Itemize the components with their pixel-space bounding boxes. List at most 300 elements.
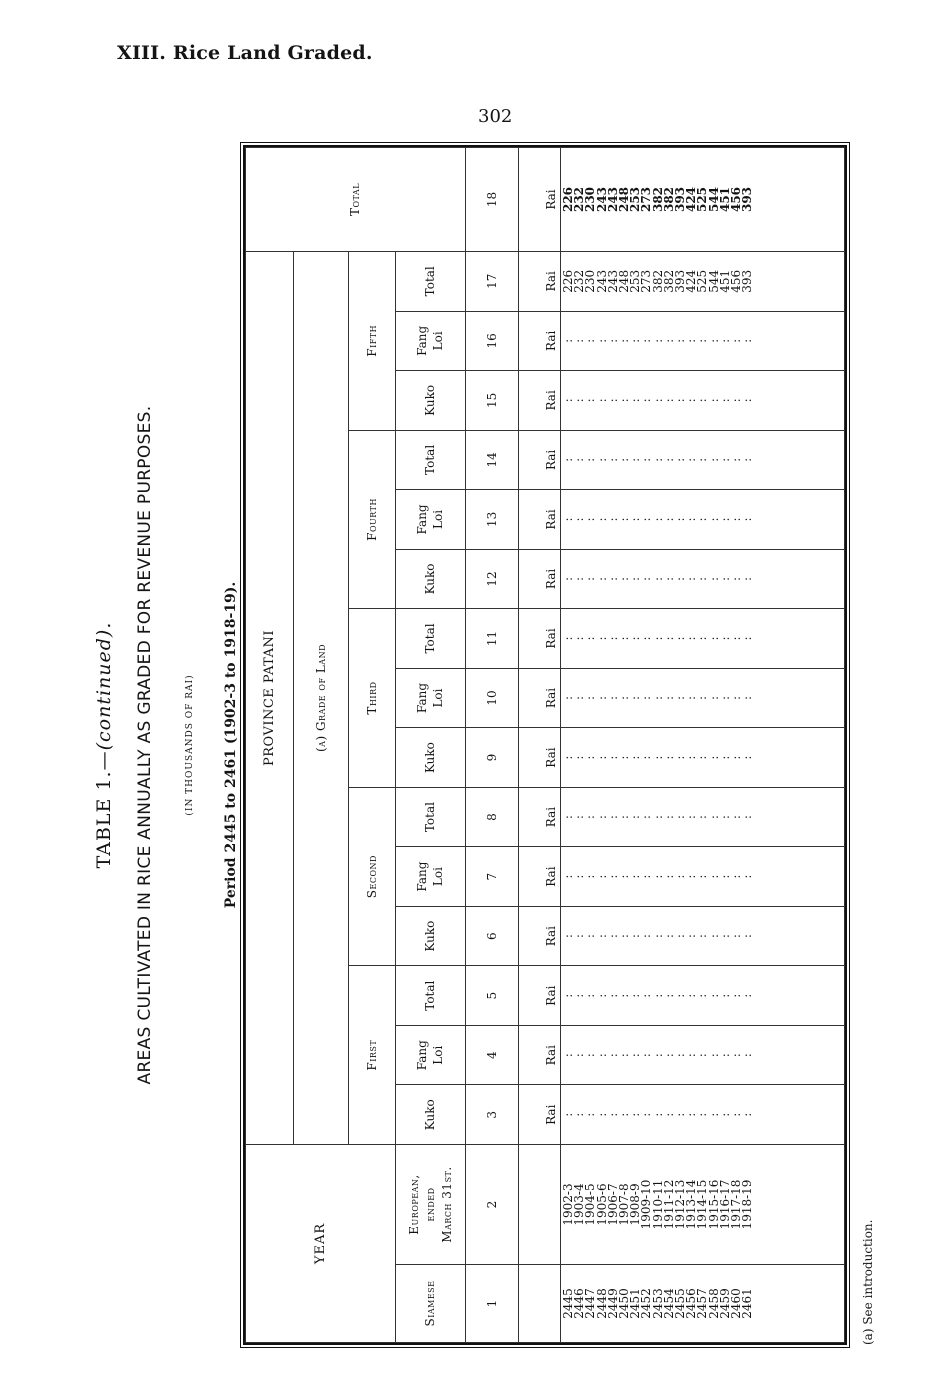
table-cell: :: [583, 1053, 598, 1058]
table-cell: :: [572, 815, 587, 820]
unit-label: Rai: [519, 1085, 561, 1145]
table-cell: :: [572, 338, 587, 343]
unit-label: Rai: [519, 728, 561, 788]
table-cell: 2454: [661, 1288, 676, 1319]
sub-kuko: Kuko: [396, 371, 465, 431]
table-cell: :: [583, 993, 598, 998]
table-cell: 1917-18: [729, 1179, 743, 1230]
table-cell: :: [594, 576, 609, 581]
grade-fifth: Fifth: [348, 252, 396, 431]
table-cell: :: [695, 993, 710, 998]
table-cell: :: [605, 934, 620, 939]
table-cell: 1913-14: [684, 1179, 699, 1230]
unit-row: [519, 148, 561, 1343]
table-cell: :: [684, 755, 699, 760]
table-cell: 2446: [572, 1288, 587, 1319]
unit-label: Rai: [519, 148, 561, 252]
table-cell: :: [650, 874, 665, 879]
table-cell: :: [672, 398, 687, 403]
table-cell: 382: [661, 269, 676, 293]
table-cell: :: [684, 576, 699, 581]
table-cell: :: [639, 338, 654, 343]
table-cell: 2453: [650, 1288, 665, 1319]
table-cell: :: [628, 696, 643, 701]
table-cell: 273: [639, 269, 654, 293]
column-number: 18: [465, 148, 519, 252]
table-cell: 253: [628, 269, 643, 293]
table-cell: 1911-12: [661, 1179, 676, 1230]
table-cell: :: [616, 755, 631, 760]
table-cell: 1916-17: [717, 1179, 732, 1230]
table-cell: :: [695, 815, 710, 820]
sub-total: Total: [396, 430, 465, 490]
table-subtitle: AREAS CULTIVATED IN RICE ANNUALLY AS GRADED FOR REVENUE PURPOSES.: [135, 405, 155, 1085]
table-cell: :: [672, 338, 687, 343]
table-cell: :: [695, 1053, 710, 1058]
table-cell: :: [695, 517, 710, 522]
table-cell: 424: [684, 186, 699, 213]
column-number: 6: [465, 906, 519, 966]
table-cell: 525: [695, 186, 710, 213]
table-cell: 243: [594, 186, 609, 213]
sub-fang-loi: Fang Loi: [396, 668, 465, 728]
table-cell: 1912-13: [672, 1179, 687, 1230]
table-cell: :: [616, 934, 631, 939]
table-cell: :: [706, 1053, 721, 1058]
table-cell: 226: [560, 269, 575, 293]
table-cell: 1906-7: [605, 1183, 620, 1226]
table-cell: :: [706, 398, 721, 403]
table-cell: 382: [661, 186, 676, 213]
table-cell: 243: [594, 269, 609, 293]
table-cell: 456: [729, 186, 743, 213]
table-cell: 544: [706, 269, 721, 293]
sub-kuko: Kuko: [396, 1085, 465, 1145]
table-cell: :: [583, 576, 598, 581]
blank-column: [560, 847, 844, 907]
table-cell: :: [684, 934, 699, 939]
table-cell: :: [628, 874, 643, 879]
blank-column: [560, 906, 844, 966]
table-cell: :: [672, 934, 687, 939]
table-cell: :: [729, 696, 743, 701]
table-cell: 2459: [717, 1288, 732, 1319]
table-cell: :: [560, 755, 575, 760]
table-cell: :: [729, 338, 743, 343]
table-cell: :: [583, 934, 598, 939]
table-cell: :: [594, 1053, 609, 1058]
table-cell: 2461: [740, 1288, 755, 1319]
table-cell: :: [729, 874, 743, 879]
blank-column: [560, 549, 844, 609]
table-cell: :: [594, 636, 609, 641]
table-cell: 393: [672, 186, 687, 213]
sub-kuko: Kuko: [396, 549, 465, 609]
table-cell: :: [605, 993, 620, 998]
table-cell: 2445: [560, 1288, 575, 1319]
table-cell: :: [583, 636, 598, 641]
table-cell: :: [684, 874, 699, 879]
table-cell: :: [706, 576, 721, 581]
table-cell: :: [594, 517, 609, 522]
column-number: 8: [465, 787, 519, 847]
table-cell: :: [661, 815, 676, 820]
table-cell: :: [572, 1053, 587, 1058]
unit-label: [519, 1145, 561, 1265]
table-cell: :: [740, 815, 755, 820]
table-cell: :: [729, 1053, 743, 1058]
table-cell: :: [650, 1053, 665, 1058]
table-cell: 393: [740, 186, 755, 213]
table-cell: :: [684, 1112, 699, 1117]
unit-label: Rai: [519, 906, 561, 966]
table-cell: :: [729, 1112, 743, 1117]
table-cell: :: [616, 874, 631, 879]
table-cell: :: [695, 1112, 710, 1117]
table-title: TABLE 1.—(continued).: [93, 621, 115, 869]
blank-column: [560, 609, 844, 669]
table-cell: :: [729, 457, 743, 462]
table-cell: :: [661, 457, 676, 462]
table-cell: :: [729, 755, 743, 760]
unit-label: Rai: [519, 430, 561, 490]
table-cell: :: [572, 696, 587, 701]
table-cell: :: [729, 993, 743, 998]
table-cell: :: [628, 755, 643, 760]
table-cell: 2451: [628, 1288, 643, 1319]
table-cell: :: [650, 815, 665, 820]
table-cell: :: [639, 874, 654, 879]
table-cell: :: [672, 1112, 687, 1117]
column-number: 9: [465, 728, 519, 788]
table-cell: :: [628, 815, 643, 820]
table-cell: 232: [572, 269, 587, 293]
table-cell: 382: [650, 186, 665, 213]
table-cell: 230: [583, 186, 598, 213]
column-number: 2: [465, 1145, 519, 1265]
table-cell: :: [583, 517, 598, 522]
grade-fourth: Fourth: [348, 430, 396, 609]
table-cell: :: [628, 993, 643, 998]
section-header: XIII. Rice Land Graded.: [117, 42, 373, 64]
table-cell: :: [639, 696, 654, 701]
grade-header: (a) Grade of Land: [293, 252, 348, 1145]
unit-label: Rai: [519, 490, 561, 550]
table-cell: :: [695, 696, 710, 701]
table-cell: :: [560, 815, 575, 820]
sub-kuko: Kuko: [396, 906, 465, 966]
table-frame: [243, 145, 847, 1345]
table-cell: :: [572, 576, 587, 581]
table-cell: :: [740, 874, 755, 879]
table-cell: :: [560, 338, 575, 343]
table-cell: :: [684, 338, 699, 343]
table-cell: :: [729, 576, 743, 581]
table-cell: :: [706, 874, 721, 879]
table-cell: :: [717, 517, 732, 522]
table-cell: :: [583, 338, 598, 343]
sub-fang-loi: Fang Loi: [396, 490, 465, 550]
table-cell: :: [616, 517, 631, 522]
table-cell: :: [594, 1112, 609, 1117]
province-header: PROVINCE PATANI: [246, 252, 294, 1145]
table-cell: :: [560, 636, 575, 641]
table-cell: :: [616, 457, 631, 462]
table-cell: :: [684, 398, 699, 403]
table-cell: :: [717, 457, 732, 462]
table-cell: :: [594, 874, 609, 879]
column-number: 17: [465, 252, 519, 312]
table-cell: :: [695, 338, 710, 343]
table-cell: :: [695, 934, 710, 939]
table-cell: :: [717, 755, 732, 760]
table-cell: :: [628, 338, 643, 343]
column-number: 13: [465, 490, 519, 550]
column-number: 14: [465, 430, 519, 490]
fifth-total-column: [560, 252, 844, 312]
table-cell: 248: [616, 269, 631, 293]
table-cell: :: [661, 517, 676, 522]
table-cell: :: [572, 755, 587, 760]
unit-label: Rai: [519, 847, 561, 907]
table-cell: :: [639, 755, 654, 760]
table-cell: :: [740, 457, 755, 462]
table-cell: :: [706, 457, 721, 462]
table-cell: :: [740, 576, 755, 581]
table-cell: :: [717, 636, 732, 641]
table-cell: 2448: [594, 1288, 609, 1319]
table-cell: :: [560, 874, 575, 879]
table-cell: :: [628, 1053, 643, 1058]
table-cell: :: [672, 517, 687, 522]
table-cell: 1909-10: [639, 1179, 654, 1230]
column-number: 11: [465, 609, 519, 669]
table-cell: :: [729, 815, 743, 820]
table-cell: :: [661, 696, 676, 701]
blank-column: [560, 311, 844, 371]
grade-third: Third: [348, 609, 396, 788]
table-cell: :: [672, 576, 687, 581]
table-cell: :: [583, 815, 598, 820]
table-cell: :: [695, 755, 710, 760]
table-cell: :: [661, 636, 676, 641]
table-cell: :: [661, 576, 676, 581]
table-cell: 273: [639, 186, 654, 213]
table-cell: :: [695, 398, 710, 403]
table-cell: :: [560, 457, 575, 462]
table-cell: :: [572, 1112, 587, 1117]
table-cell: 243: [605, 186, 620, 213]
table-cell: :: [717, 1112, 732, 1117]
table-cell: :: [672, 874, 687, 879]
blank-column: [560, 966, 844, 1026]
table-cell: :: [639, 636, 654, 641]
table-cell: :: [740, 1053, 755, 1058]
table-cell: :: [717, 815, 732, 820]
column-number: 16: [465, 311, 519, 371]
table-cell: :: [605, 815, 620, 820]
table-cell: :: [661, 398, 676, 403]
year-header: YEAR: [246, 1145, 396, 1343]
sub-total: Total: [396, 966, 465, 1026]
table-cell: :: [740, 993, 755, 998]
sub-total: Total: [396, 787, 465, 847]
column-number: 15: [465, 371, 519, 431]
table-cell: :: [572, 993, 587, 998]
table-cell: 232: [572, 186, 587, 213]
european-header: European, ended March 31st.: [396, 1145, 465, 1265]
table-cell: :: [572, 934, 587, 939]
grand-total-header: Total: [246, 148, 466, 252]
blank-column: [560, 728, 844, 788]
blank-column: [560, 490, 844, 550]
table-cell: 2452: [639, 1288, 654, 1319]
table-cell: :: [695, 636, 710, 641]
table-cell: :: [572, 457, 587, 462]
column-number: 3: [465, 1085, 519, 1145]
table-cell: :: [717, 398, 732, 403]
table-cell: :: [717, 1053, 732, 1058]
table-cell: :: [706, 1112, 721, 1117]
table-cell: :: [639, 934, 654, 939]
sub-fang-loi: Fang Loi: [396, 1025, 465, 1085]
table-cell: :: [661, 755, 676, 760]
table-cell: :: [583, 1112, 598, 1117]
unit-label: [519, 1265, 561, 1343]
table-cell: 2458: [706, 1288, 721, 1319]
unit-label: Rai: [519, 1025, 561, 1085]
table-cell: :: [740, 755, 755, 760]
column-number: 4: [465, 1025, 519, 1085]
table-cell: 248: [616, 186, 631, 213]
table-cell: :: [672, 993, 687, 998]
table-cell: :: [740, 398, 755, 403]
table-cell: :: [628, 636, 643, 641]
table-cell: :: [594, 338, 609, 343]
table-cell: :: [616, 993, 631, 998]
table-cell: :: [628, 934, 643, 939]
table-cell: :: [706, 636, 721, 641]
unit-label: Rai: [519, 787, 561, 847]
table-cell: :: [717, 338, 732, 343]
table-cell: :: [616, 815, 631, 820]
table-cell: :: [740, 636, 755, 641]
table-cell: 1903-4: [572, 1183, 587, 1226]
grade-second: Second: [348, 787, 396, 966]
table-cell: :: [661, 993, 676, 998]
table-cell: :: [605, 1053, 620, 1058]
table-cell: :: [650, 1112, 665, 1117]
table-cell: :: [572, 398, 587, 403]
table-cell: :: [605, 874, 620, 879]
table-cell: :: [717, 696, 732, 701]
table-period: Period 2445 to 2461 (1902-3 to 1918-19).: [223, 581, 239, 909]
table-cell: :: [650, 517, 665, 522]
table-cell: :: [684, 1053, 699, 1058]
table-cell: :: [639, 517, 654, 522]
table-cell: :: [628, 457, 643, 462]
table-cell: 2447: [583, 1288, 598, 1319]
table-cell: 393: [672, 269, 687, 293]
table-cell: :: [560, 517, 575, 522]
table-cell: 393: [740, 269, 755, 293]
unit-label: Rai: [519, 966, 561, 1026]
table-cell: :: [616, 1053, 631, 1058]
table-cell: 2456: [684, 1288, 699, 1319]
table-cell: :: [661, 338, 676, 343]
table-cell: 451: [717, 269, 732, 293]
siamese-header: Siamese: [396, 1265, 465, 1343]
table-cell: :: [560, 934, 575, 939]
blank-column: [560, 787, 844, 847]
unit-label: Rai: [519, 668, 561, 728]
table-cell: :: [650, 696, 665, 701]
table-cell: :: [583, 755, 598, 760]
table-cell: 253: [628, 186, 643, 213]
sub-total: Total: [396, 252, 465, 312]
table-cell: :: [605, 636, 620, 641]
table-cell: :: [650, 457, 665, 462]
table-cell: 544: [706, 186, 721, 213]
table-cell: :: [594, 457, 609, 462]
table-cell: :: [605, 576, 620, 581]
sub-total: Total: [396, 609, 465, 669]
table-cell: :: [672, 815, 687, 820]
table-cell: 1914-15: [695, 1179, 710, 1230]
table-cell: :: [706, 338, 721, 343]
column-number: 10: [465, 668, 519, 728]
table-cell: :: [695, 576, 710, 581]
sub-kuko: Kuko: [396, 728, 465, 788]
rotated-table-page: [93, 145, 875, 1345]
blank-column: [560, 1085, 844, 1145]
table-cell: :: [560, 696, 575, 701]
table-cell: :: [605, 338, 620, 343]
table-cell: 1905-6: [594, 1183, 609, 1226]
table-cell: 243: [605, 269, 620, 293]
table-cell: 456: [729, 269, 743, 293]
table-cell: :: [639, 457, 654, 462]
table-cell: 1907-8: [616, 1183, 631, 1226]
data-row: [560, 148, 844, 1343]
blank-column: [560, 668, 844, 728]
table-cell: :: [639, 1112, 654, 1117]
table-cell: 1915-16: [706, 1179, 721, 1230]
table-cell: :: [717, 993, 732, 998]
table-cell: :: [639, 815, 654, 820]
table-cell: :: [583, 874, 598, 879]
table-cell: 1918-19: [740, 1179, 755, 1230]
table-cell: :: [729, 934, 743, 939]
table-cell: :: [706, 934, 721, 939]
table-cell: :: [628, 576, 643, 581]
table-cell: :: [717, 874, 732, 879]
table-cell: :: [605, 517, 620, 522]
table-cell: 451: [717, 186, 732, 213]
unit-label: Rai: [519, 609, 561, 669]
table-cell: :: [594, 755, 609, 760]
column-number: 5: [465, 966, 519, 1026]
table-cell: :: [706, 517, 721, 522]
table-cell: :: [672, 755, 687, 760]
table-cell: :: [583, 696, 598, 701]
table-cell: :: [605, 755, 620, 760]
table-cell: :: [661, 1053, 676, 1058]
table-cell: :: [616, 1112, 631, 1117]
blank-column: [560, 430, 844, 490]
table-cell: :: [616, 576, 631, 581]
table-cell: :: [661, 1112, 676, 1117]
